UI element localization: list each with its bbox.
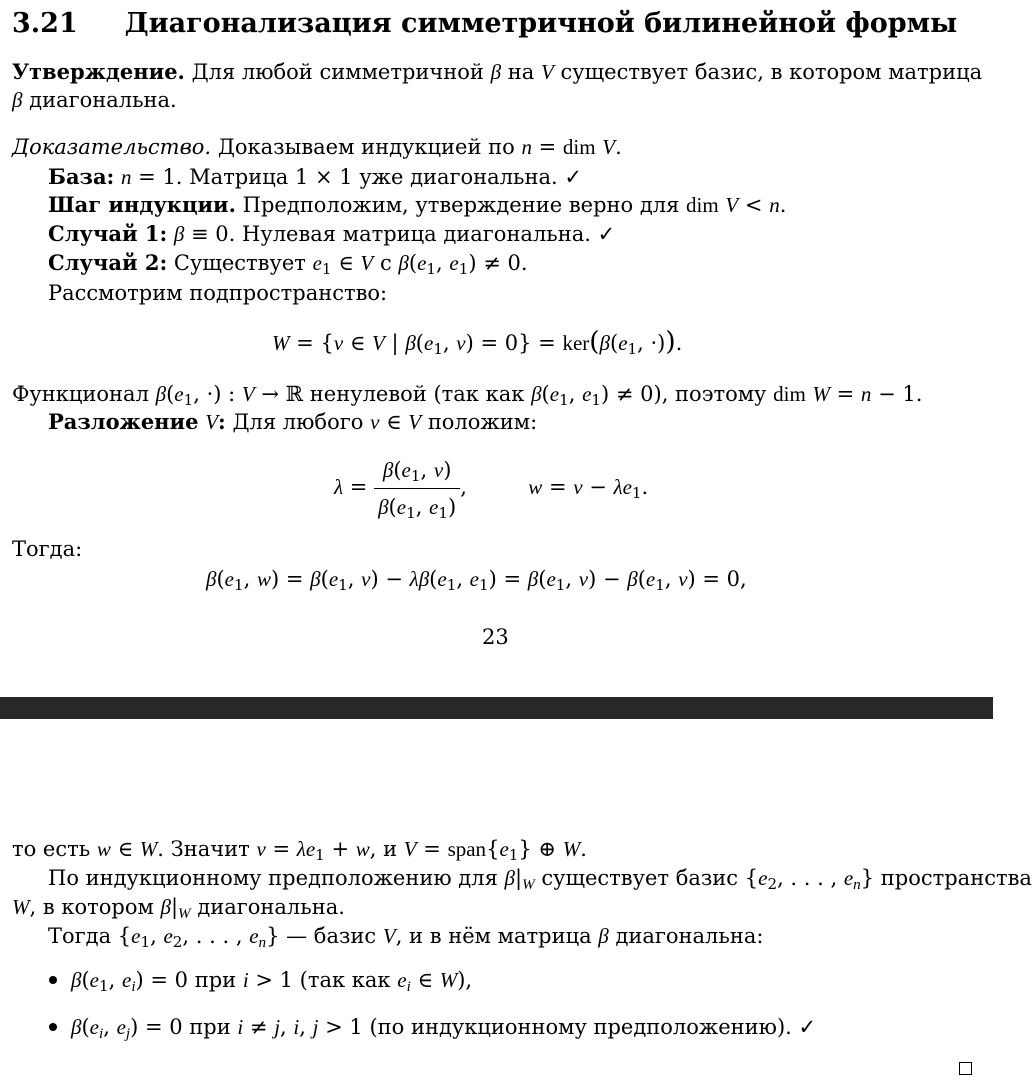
functional-line: Функционал $\beta(e_1$, ·) : V → ℝ ненулевой (так как $\beta(e_1$, $e_1) \ne 0$), поэтому dim W = n − 1. (12, 382, 923, 410)
check-icon: ✓ (564, 165, 582, 189)
p2-line-4: Тогда {$e_1$, $e_2$, . . . , $e_n$} — базис V, и в нём матрица β диагональна: (48, 924, 764, 952)
equation-beta-w: $\beta(e_1$, $w) = \beta(e_1$, $v) - \lambda\beta(e_1$, $e_1) = \beta(e_1$, $v) - \beta(e_1$, v) = 0, (206, 567, 747, 595)
statement-line-2: β диагональна. (12, 88, 177, 112)
step-line: Шаг индукции. Предположим, утверждение верно для dim V < n. (48, 192, 787, 217)
decomp-line: Разложение V: Для любого v ∈ V положим: (48, 409, 538, 434)
case1-line: Случай 1: β ≡ 0. Нулевая матрица диагональна. ✓ (48, 221, 616, 246)
proof-label: Доказательство. (12, 135, 212, 159)
case2-line: Случай 2: Существует $e_1$ ∈ V с $\beta(e_1$, $e_1) \ne 0$. (48, 250, 528, 279)
section-number: 3.21 (12, 8, 78, 39)
page-divider (0, 697, 993, 719)
bullet-item-1: $\beta(e_1$, $e_i) = 0$ при i > 1 (так как $e_i$ ∈ W), (71, 968, 473, 996)
page-number: 23 (482, 625, 509, 649)
statement-label: Утверждение. (12, 59, 185, 84)
qed-square-icon (959, 1062, 972, 1075)
bullet-icon (49, 976, 57, 984)
statement-line-1: Утверждение. Для любой симметричной β на V существует базис, в котором матрица (12, 59, 983, 84)
base-line: База: n = 1. Матрица 1 × 1 уже диагональна. ✓ (48, 164, 582, 189)
proof-line: Доказательство. Доказываем индукцией по n = dim V. (12, 135, 622, 159)
consider-line: Рассмотрим подпространство: (48, 281, 388, 305)
bullet-icon (49, 1023, 57, 1031)
then-line: Тогда: (12, 537, 83, 561)
equation-lambda: λ = $\frac{\beta(e_1, v)}{\beta(e_1, e_1)}$ , $w = v - \lambda e_1$. (334, 455, 648, 522)
p2-line-1: то есть w ∈ W. Значит $v = \lambda e_1 + w$, и $V = span\{e_1\}$ ⊕ W. (12, 837, 587, 865)
section-heading (12, 10, 957, 38)
p2-line-3: W, в котором $\beta|_W$ диагональна. (12, 895, 345, 923)
bullet-item-2: $\beta(e_i$, $e_j) = 0$ при i ≠ j, i, j > 1 (по индукционному предположению). ✓ (71, 1015, 817, 1043)
equation-W: W = {v ∈ V | $\beta(e_1$, $v) = 0\} = ker(\beta(e_1$, ·)). (272, 327, 683, 359)
p2-line-2: По индукционному предположению для $\beta|_W$ существует базис {$e_2$, . . . , $e_n$} пространства (48, 866, 1032, 894)
check-icon: ✓ (597, 222, 616, 246)
section-title: Диагонализация симметричной билинейной формы (124, 8, 958, 39)
check-icon: ✓ (798, 1015, 817, 1039)
